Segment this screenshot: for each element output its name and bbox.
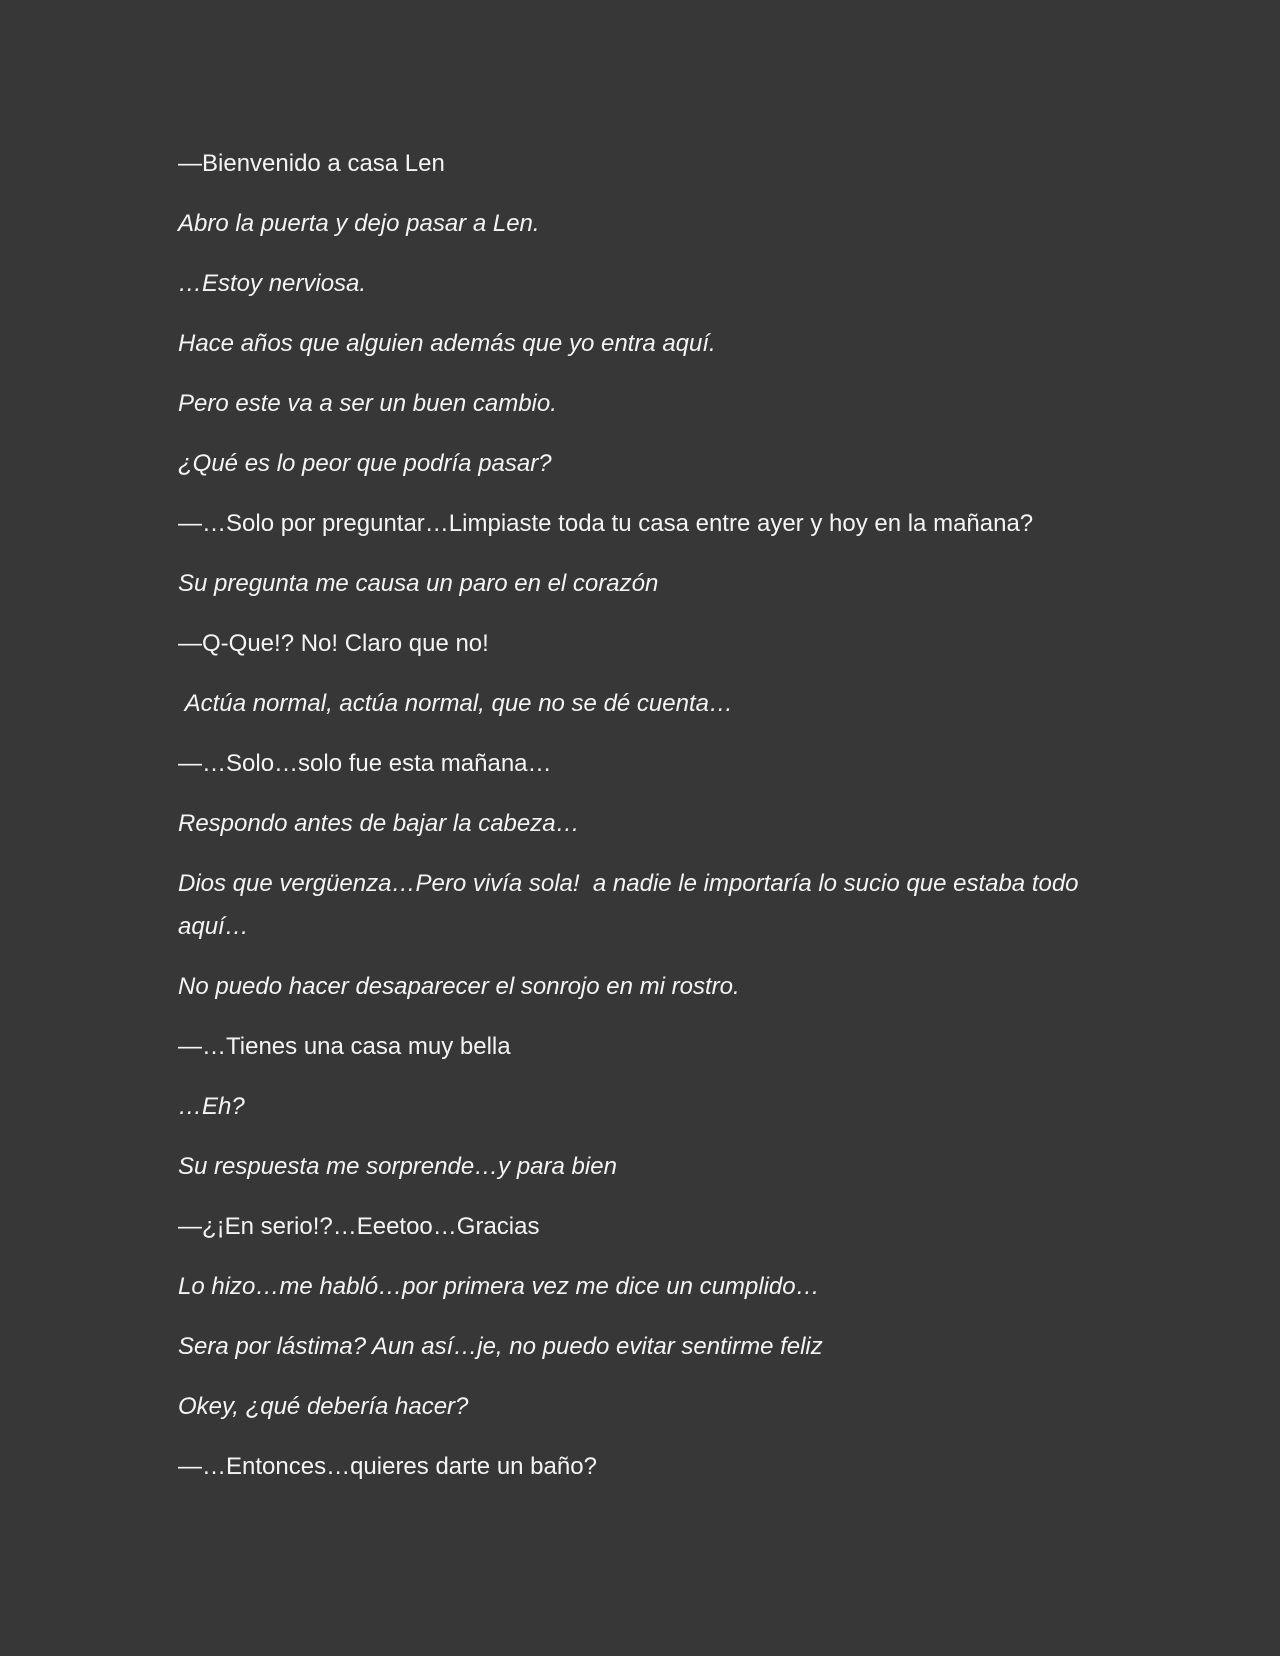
dialogue-line: —Q-Que!? No! Claro que no!	[178, 630, 489, 657]
narration-line: Lo hizo…me habló…por primera vez me dice un cumplido…	[178, 1273, 820, 1300]
narration-line: Hace años que alguien además que yo entra aquí.	[178, 330, 716, 357]
narration-line: ¿Qué es lo peor que podría pasar?	[178, 450, 552, 477]
narration-line: Su pregunta me causa un paro en el corazón	[178, 570, 659, 597]
narration-line: Su respuesta me sorprende…y para bien	[178, 1153, 617, 1180]
narration-line: Pero este va a ser un buen cambio.	[178, 390, 557, 417]
story-text	[178, 142, 1098, 1505]
narration-line: Actúa normal, actúa normal, que no se dé cuenta…	[178, 690, 733, 717]
narration-line: Okey, ¿qué debería hacer?	[178, 1393, 469, 1420]
dialogue-line: —…Solo…solo fue esta mañana…	[178, 750, 552, 777]
narration-line: …Eh?	[178, 1093, 245, 1120]
narration-line: Sera por lástima? Aun así…je, no puedo evitar sentirme feliz	[178, 1333, 823, 1360]
narration-line: Dios que vergüenza…Pero vivía sola! a nadie le importaría lo sucio que estaba todo aquí…	[178, 870, 1086, 940]
narration-line: Abro la puerta y dejo pasar a Len.	[178, 210, 540, 237]
dialogue-line: —Bienvenido a casa Len	[178, 150, 445, 177]
narration-line: No puedo hacer desaparecer el sonrojo en mi rostro.	[178, 973, 740, 1000]
dialogue-line: —…Solo por preguntar…Limpiaste toda tu casa entre ayer y hoy en la mañana?	[178, 510, 1034, 537]
narration-line: Respondo antes de bajar la cabeza…	[178, 810, 580, 837]
dialogue-line: —…Entonces…quieres darte un baño?	[178, 1453, 597, 1480]
dialogue-line: —¿¡En serio!?…Eeetoo…Gracias	[178, 1213, 540, 1240]
narration-line: …Estoy nerviosa.	[178, 270, 367, 297]
dialogue-line: —…Tienes una casa muy bella	[178, 1033, 511, 1060]
